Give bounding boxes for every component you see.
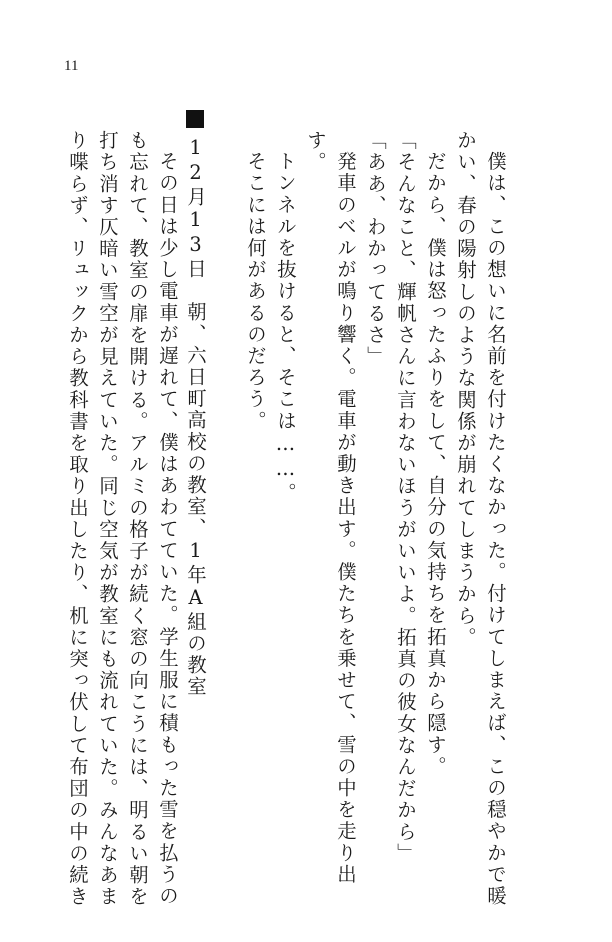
text-column: かい、春の陽射しのような関係が崩れてしまうから。 (454, 130, 477, 649)
scene-heading-text: 12月13日 朝、六日町高校の教室、1年A組の教室 (184, 136, 207, 698)
text-column: 「ああ、わかってるさ」 (364, 130, 387, 368)
heading-square-icon (186, 110, 204, 128)
text-column: そこには何があるのだろう。 (244, 151, 267, 432)
text-column: も忘れて、教室の扉を開ける。アルミの格子が続く窓の向こうには、明るい朝を (126, 130, 149, 908)
text-column: 僕は、この想いに名前を付けたくなかった。付けてしまえば、この穏やかで暖 (484, 151, 507, 907)
text-column: その日は少し電車が遅れて、僕はあわてていた。学生服に積もった雪を払うの (156, 151, 179, 907)
text-column: トンネルを抜けると、そこは……。 (274, 151, 297, 504)
text-column: り喋らず、リュックから教科書を取り出したり、机に突っ伏して布団の中の続き (66, 130, 89, 908)
text-column: だから、僕は怒ったふりをして、自分の気持ちを拓真から隠す。 (424, 151, 447, 778)
text-column: 打ち消す仄暗い雪空が見えていた。同じ空気が教室にも流れていた。みんなあま (96, 130, 119, 908)
text-column: 「そんなこと、輝帆さんに言わないほうがいいよ。拓真の彼女なんだから」 (394, 130, 417, 865)
text-column: 発車のベルが鳴り響く。電車が動き出す。僕たちを乗せて、雪の中を走り出 (334, 151, 357, 886)
text-column: す。 (304, 130, 327, 174)
scene-heading (180, 110, 210, 698)
page-number: 11 (64, 58, 79, 74)
